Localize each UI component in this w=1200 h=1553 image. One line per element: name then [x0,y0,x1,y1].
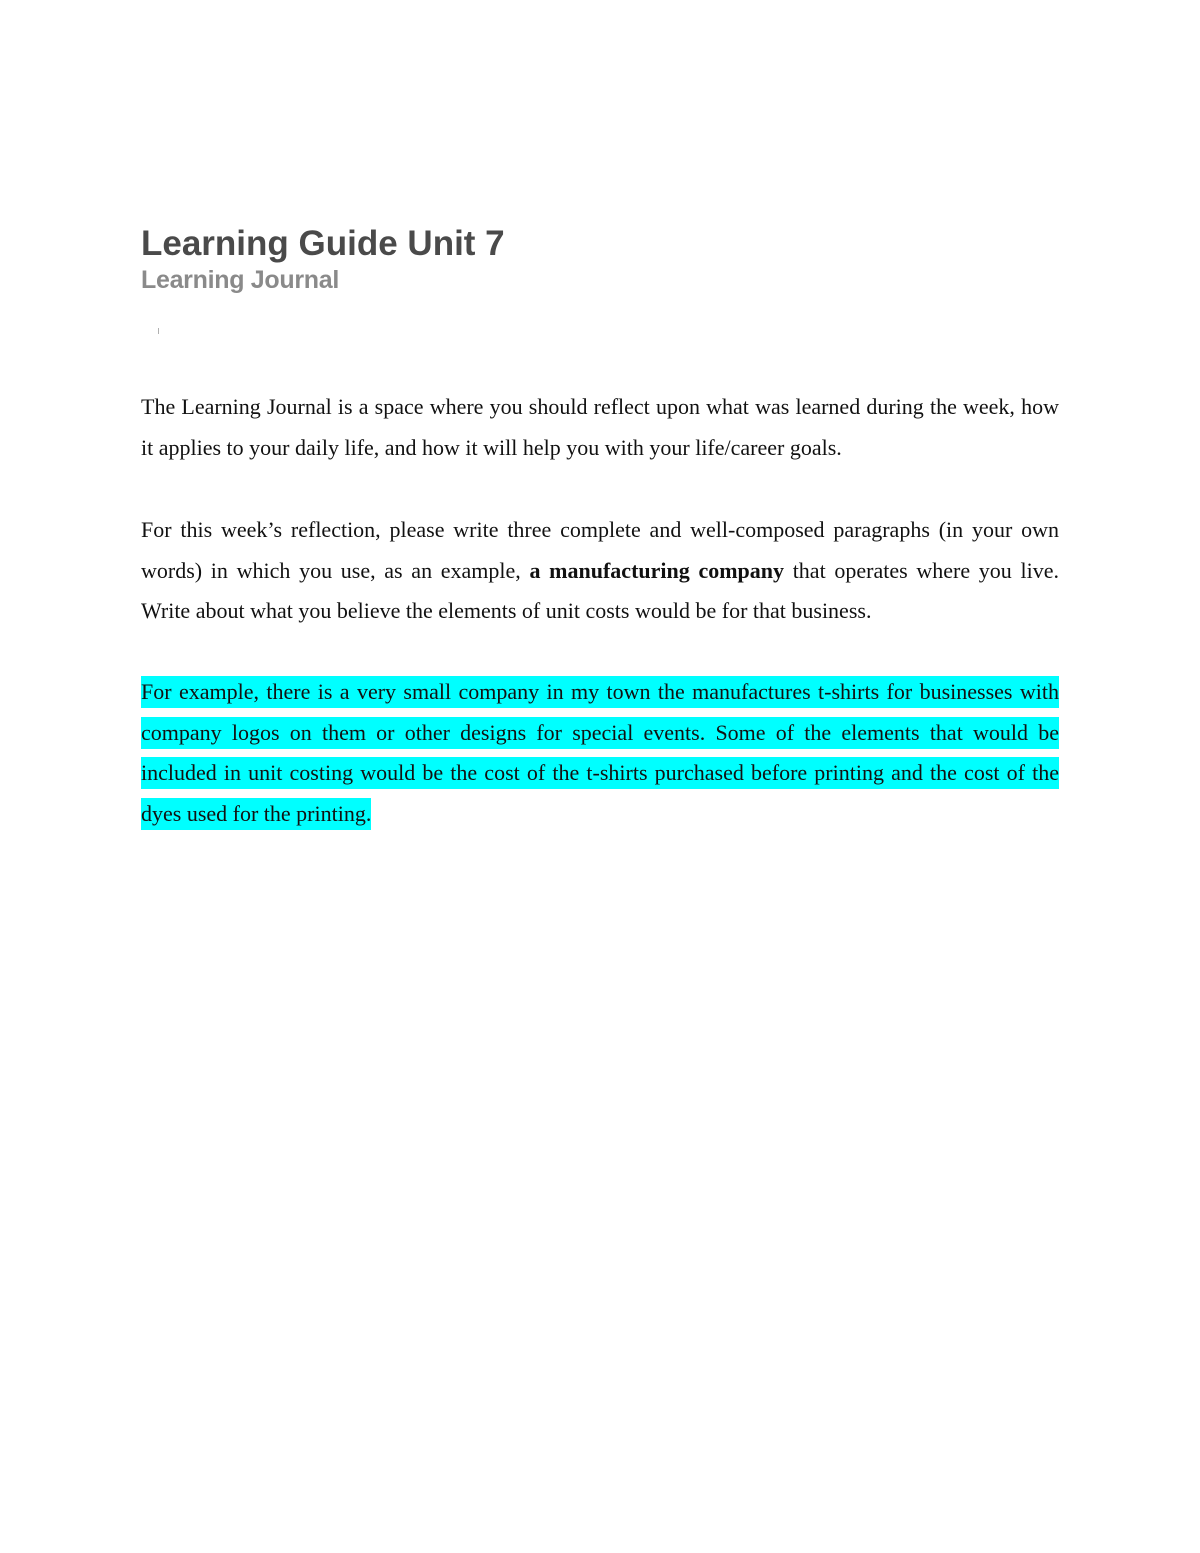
paragraph-instructions [141,510,1059,632]
paragraph-marker [158,328,159,334]
page-subtitle: Learning Journal [141,266,340,294]
highlighted-response-text: For example, there is a very small company in my town the manufactures t-shirts for businesses with company logos on them or other designs for special events. Some of the elements that would be included in unit costing would be the cost of the t-shirts purchased before printing and the cost of the dyes used for the printing. [141,676,1059,830]
paragraph-intro: The Learning Journal is a space where you should reflect upon what was learned during the week, how it applies to your daily life, and how it will help you with your life/career goals. [141,394,1059,460]
instructions-text-start: For this week’s reflection, please write three complete and well-composed paragraphs (in your own words) in which you use, as an example, [141,517,1059,583]
instructions-bold-phrase: a manufacturing company [529,557,784,583]
paragraph-response [141,672,1059,835]
instructions-text-end: that operates where you live. Write about what you believe the elements of unit costs would be for that business. [141,557,1059,624]
page-title: Learning Guide Unit 7 [141,224,505,263]
